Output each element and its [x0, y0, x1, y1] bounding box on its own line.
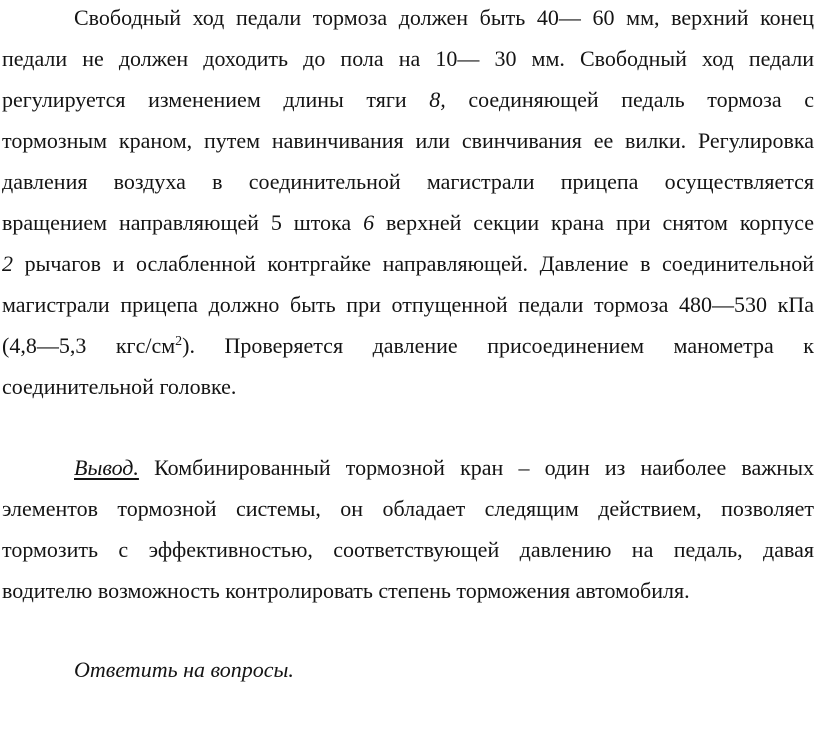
paragraph-line — [2, 535, 814, 565]
text-span: регулируется изменением длины тяги — [2, 87, 430, 112]
text-span: верхней секции крана при снятом корпусе — [374, 210, 815, 235]
paragraph-line — [2, 249, 814, 279]
italic-reference: 2 — [2, 251, 13, 276]
conclusion-label: Вывод. — [74, 455, 139, 480]
paragraph-line — [2, 126, 814, 156]
paragraph-line — [2, 290, 814, 320]
text-span: Комбинированный тормозной кран – один из наиболее важных — [138, 455, 814, 480]
paragraph-line — [74, 655, 814, 685]
text-span: элементов тормозной системы, он обладает следящим действием, позволяет — [2, 496, 814, 521]
italic-reference: 6 — [363, 210, 375, 235]
paragraph-line — [74, 3, 814, 33]
paragraph-line — [2, 372, 814, 402]
italic-reference: 8, — [429, 87, 446, 112]
superscript: 2 — [175, 334, 183, 349]
text-span: ). Проверяется давление присоединением манометра к — [182, 333, 814, 358]
paragraph-line — [2, 167, 814, 197]
paragraph-line — [2, 85, 814, 115]
text-span: давления воздуха в соединительной магистрали прицепа осуществляется — [2, 169, 814, 194]
text-span: рычагов и ослабленной контргайке направляющей. Давление в соединительной — [13, 251, 814, 276]
paragraph-line — [2, 44, 814, 74]
paragraph-line — [74, 453, 814, 483]
questions-heading: Ответить на вопросы. — [74, 657, 294, 682]
text-span: Свободный ход педали тормоза должен быть 40— 60 мм, верхний конец — [74, 5, 814, 30]
text-span: тормозить с эффективностью, соответствующей давлению на педаль, давая — [2, 537, 814, 562]
text-span: (4,8—5,3 кгс/см — [2, 333, 176, 358]
text-span: соединительной головке. — [2, 374, 237, 399]
text-span: водителю возможность контролировать степень торможения автомобиля. — [2, 578, 690, 603]
text-span: тормозным краном, путем навинчивания или свинчивания ее вилки. Регулировка — [2, 128, 814, 153]
paragraph-line — [2, 494, 814, 524]
text-span: соединяющей педаль тормоза с — [445, 87, 815, 112]
text-span: вращением направляющей 5 штока — [2, 210, 364, 235]
text-span: педали не должен доходить до пола на 10— 30 мм. Свободный ход педали — [2, 46, 814, 71]
paragraph-line — [2, 331, 814, 361]
paragraph-line — [2, 208, 814, 238]
text-span: магистрали прицепа должно быть при отпущенной педали тормоза 480—530 кПа — [2, 292, 814, 317]
paragraph-line — [2, 576, 814, 606]
